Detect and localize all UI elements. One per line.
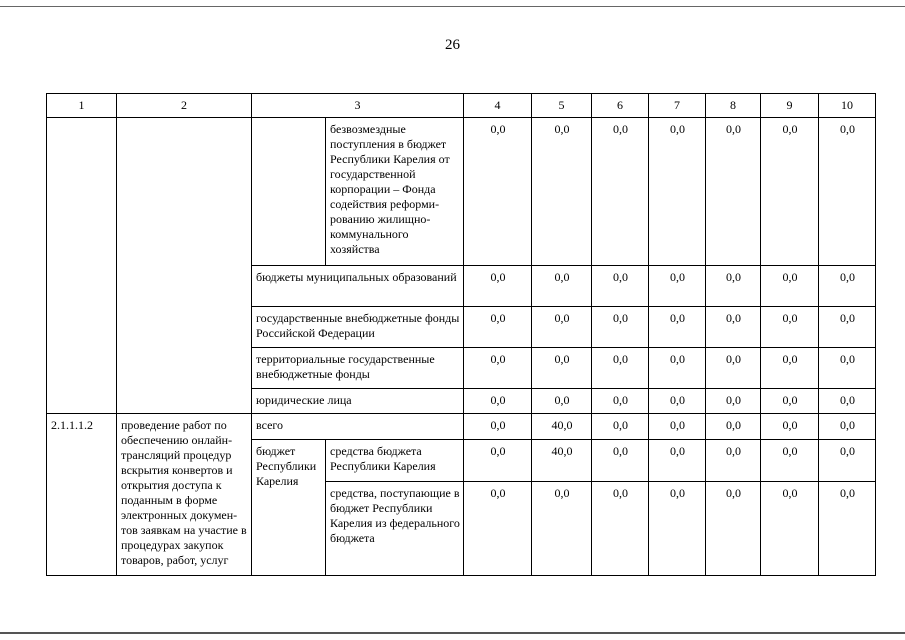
value-cell: 0,0 <box>819 307 876 348</box>
value-cell: 0,0 <box>706 389 761 414</box>
value-cell: 0,0 <box>649 118 706 266</box>
value-cell: 0,0 <box>464 307 532 348</box>
header-cell: 7 <box>649 94 706 118</box>
budget-table <box>46 93 876 576</box>
value-cell: 0,0 <box>706 482 761 576</box>
value-cell: 0,0 <box>464 440 532 482</box>
value-cell: 0,0 <box>649 266 706 307</box>
value-cell: 0,0 <box>532 118 592 266</box>
header-cell: 8 <box>706 94 761 118</box>
value-cell: 0,0 <box>592 307 649 348</box>
value-cell: 0,0 <box>706 440 761 482</box>
value-cell: 0,0 <box>592 118 649 266</box>
header-cell: 2 <box>117 94 252 118</box>
value-cell: 0,0 <box>761 307 819 348</box>
value-cell: 0,0 <box>592 414 649 440</box>
funding-source: безвозмездные поступления в бюджет Республики Карелия от государственной корпорации – Фонда содействия реформи-рованию жилищно-коммунального хозяйства <box>326 118 464 266</box>
value-cell: 0,0 <box>464 118 532 266</box>
group-cell: бюджет Республики Карелия <box>252 440 326 576</box>
value-cell: 0,0 <box>464 348 532 389</box>
header-cell: 3 <box>252 94 464 118</box>
value-cell: 0,0 <box>649 414 706 440</box>
value-cell: 0,0 <box>761 389 819 414</box>
funding-source: средства, поступающие в бюджет Республики Карелия из федерального бюджета <box>326 482 464 576</box>
value-cell: 0,0 <box>761 266 819 307</box>
group-cell <box>252 118 326 266</box>
value-cell: 0,0 <box>706 348 761 389</box>
value-cell: 0,0 <box>649 440 706 482</box>
header-cell: 9 <box>761 94 819 118</box>
header-cell: 5 <box>532 94 592 118</box>
value-cell: 0,0 <box>819 414 876 440</box>
value-cell: 0,0 <box>761 482 819 576</box>
value-cell: 0,0 <box>819 440 876 482</box>
value-cell: 0,0 <box>649 307 706 348</box>
value-cell: 0,0 <box>464 482 532 576</box>
value-cell: 0,0 <box>649 482 706 576</box>
value-cell: 0,0 <box>819 482 876 576</box>
value-cell: 0,0 <box>819 118 876 266</box>
value-cell: 0,0 <box>532 389 592 414</box>
scan-top-edge <box>0 0 905 7</box>
value-cell: 0,0 <box>819 266 876 307</box>
value-cell: 0,0 <box>706 307 761 348</box>
header-cell: 10 <box>819 94 876 118</box>
value-cell: 0,0 <box>464 266 532 307</box>
value-cell: 0,0 <box>706 266 761 307</box>
value-cell: 0,0 <box>819 348 876 389</box>
value-cell: 0,0 <box>532 307 592 348</box>
table-row <box>47 118 876 266</box>
funding-source: средства бюджета Республики Карелия <box>326 440 464 482</box>
value-cell: 0,0 <box>532 482 592 576</box>
value-cell: 0,0 <box>761 118 819 266</box>
value-cell: 0,0 <box>592 348 649 389</box>
value-cell: 0,0 <box>706 414 761 440</box>
funding-source: государственные внебюджетные фонды Российской Федерации <box>252 307 464 348</box>
value-cell: 40,0 <box>532 440 592 482</box>
value-cell: 0,0 <box>649 389 706 414</box>
value-cell: 0,0 <box>706 118 761 266</box>
funding-source: территориальные государственные внебюджетные фонды <box>252 348 464 389</box>
value-cell: 0,0 <box>649 348 706 389</box>
activity-cell <box>117 118 252 414</box>
activity-cell: проведение работ по обеспечению онлайн-трансляций процедур вскрытия конвертов и открытия доступа к поданным в форме электронных докумен-тов заявкам на участие в процедурах закупок товаров, работ, услуг <box>117 414 252 576</box>
header-cell: 1 <box>47 94 117 118</box>
page-number: 26 <box>445 37 460 53</box>
value-cell: 0,0 <box>761 414 819 440</box>
scan-bottom-edge <box>0 632 905 634</box>
funding-source: бюджеты муниципальных образований <box>252 266 464 307</box>
value-cell: 0,0 <box>592 440 649 482</box>
funding-source: юридические лица <box>252 389 464 414</box>
funding-source: всего <box>252 414 464 440</box>
header-row <box>47 94 876 118</box>
header-cell: 4 <box>464 94 532 118</box>
value-cell: 0,0 <box>464 389 532 414</box>
code-cell: 2.1.1.1.2 <box>47 414 117 576</box>
header-cell: 6 <box>592 94 649 118</box>
value-cell: 0,0 <box>761 348 819 389</box>
value-cell: 0,0 <box>592 482 649 576</box>
value-cell: 0,0 <box>532 266 592 307</box>
value-cell: 40,0 <box>532 414 592 440</box>
value-cell: 0,0 <box>464 414 532 440</box>
value-cell: 0,0 <box>761 440 819 482</box>
code-cell <box>47 118 117 414</box>
table-row <box>47 414 876 440</box>
value-cell: 0,0 <box>592 389 649 414</box>
value-cell: 0,0 <box>532 348 592 389</box>
value-cell: 0,0 <box>819 389 876 414</box>
value-cell: 0,0 <box>592 266 649 307</box>
